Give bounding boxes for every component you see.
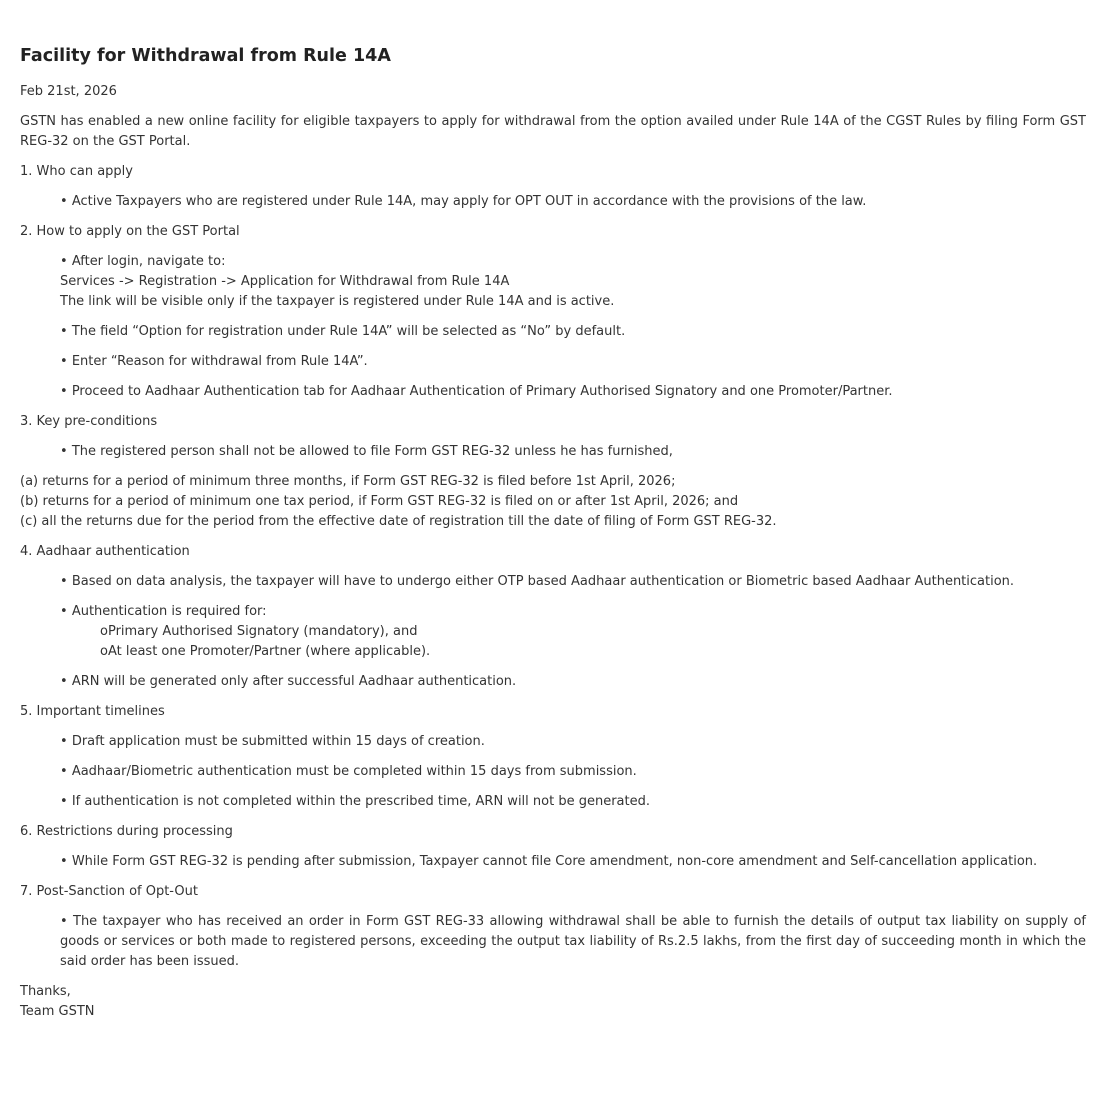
bullet-line <box>60 732 1086 752</box>
bullet-line <box>60 252 1086 272</box>
page-title: Facility for Withdrawal from Rule 14A <box>20 46 391 66</box>
bullet-marker-icon: • <box>60 194 68 209</box>
bullet-item <box>60 192 1086 212</box>
advisory-date: Feb 21st, 2026 <box>20 84 117 99</box>
bullet-item <box>60 322 1086 342</box>
bullet-line <box>60 672 1086 692</box>
bullet-text: Enter “Reason for withdrawal from Rule 14A”. <box>71 354 368 369</box>
section-heading: 2. How to apply on the GST Portal <box>20 224 240 239</box>
bullet-text: ARN will be generated only after successful Aadhaar authentication. <box>71 674 517 689</box>
paragraph-line: (b) returns for a period of minimum one tax period, if Form GST REG-32 is filed on or after 1st April, 2026; and <box>20 494 739 509</box>
bullet-item <box>60 912 1086 972</box>
bullet-line <box>60 442 1086 462</box>
bullet-text: Based on data analysis, the taxpayer will have to undergo either OTP based Aadhaar authentication or Biometric based Aadhaar Authentication. <box>71 574 1015 589</box>
bullet-marker-icon: • <box>60 674 68 689</box>
bullet-text: The taxpayer who has received an order in Form GST REG-33 allowing withdrawal shall be able to furnish the details of output tax liability on supply of goods or services or both made to registered persons, exceeding the output tax liability of Rs.2.5 lakhs, from the first day of succeeding month in which the said order has been issued. <box>60 914 1087 969</box>
closing-team: Team GSTN <box>20 1004 95 1019</box>
bullet-marker-icon: • <box>60 764 68 779</box>
bullet-extra-line: The link will be visible only if the taxpayer is registered under Rule 14A and is active. <box>60 294 615 309</box>
bullet-text: The registered person shall not be allowed to file Form GST REG-32 unless he has furnished, <box>71 444 673 459</box>
closing-thanks: Thanks, <box>20 984 71 999</box>
section-heading: 4. Aadhaar authentication <box>20 544 190 559</box>
section-heading: 7. Post-Sanction of Opt-Out <box>20 884 198 899</box>
bullet-item <box>60 852 1086 872</box>
bullet-line <box>60 852 1086 872</box>
bullet-marker-icon: • <box>60 324 68 339</box>
bullet-marker-icon: • <box>60 574 68 589</box>
bullet-line <box>60 352 1086 372</box>
bullet-marker-icon: • <box>60 794 68 809</box>
bullet-marker-icon: • <box>60 914 68 929</box>
section-heading: 6. Restrictions during processing <box>20 824 233 839</box>
bullet-marker-icon: • <box>60 854 68 869</box>
bullet-marker-icon: • <box>60 734 68 749</box>
bullet-line <box>60 792 1086 812</box>
bullet-extra-line: Services -> Registration -> Application for Withdrawal from Rule 14A <box>60 274 510 289</box>
bullet-item <box>60 602 1086 662</box>
bullet-line <box>60 382 1086 402</box>
bullet-item <box>60 762 1086 782</box>
bullet-marker-icon: • <box>60 354 68 369</box>
bullet-item <box>60 382 1086 402</box>
bullet-line <box>60 192 1086 212</box>
bullet-item <box>60 572 1086 592</box>
sections <box>20 162 1086 972</box>
bullet-text: If authentication is not completed within the prescribed time, ARN will not be generated. <box>71 794 650 809</box>
bullet-marker-icon: • <box>60 604 68 619</box>
bullet-item <box>60 672 1086 692</box>
sub-item: oAt least one Promoter/Partner (where applicable). <box>100 644 431 659</box>
section-heading: 1. Who can apply <box>20 164 133 179</box>
paragraph-line: (c) all the returns due for the period from the effective date of registration till the date of filing of Form GST REG-32. <box>20 514 777 529</box>
bullet-text: The field “Option for registration under Rule 14A” will be selected as “No” by default. <box>71 324 626 339</box>
intro-paragraph: GSTN has enabled a new online facility for eligible taxpayers to apply for withdrawal from the option availed under Rule 14A of the CGST Rules by filing Form GST REG-32 on the GST Portal. <box>20 114 1086 149</box>
bullet-text: After login, navigate to: <box>71 254 226 269</box>
bullet-item <box>60 792 1086 812</box>
plain-paragraph <box>20 472 1086 532</box>
bullet-line <box>60 762 1086 782</box>
bullet-text: Authentication is required for: <box>71 604 267 619</box>
bullet-marker-icon: • <box>60 444 68 459</box>
bullet-item <box>60 352 1086 372</box>
bullet-text: While Form GST REG-32 is pending after submission, Taxpayer cannot file Core amendment, non-core amendment and Self-cancellation application. <box>71 854 1038 869</box>
bullet-text: Proceed to Aadhaar Authentication tab for Aadhaar Authentication of Primary Authorised Signatory and one Promoter/Partner. <box>71 384 893 399</box>
sub-item: oPrimary Authorised Signatory (mandatory), and <box>100 624 418 639</box>
bullet-item <box>60 732 1086 752</box>
bullet-text: Draft application must be submitted within 15 days of creation. <box>71 734 485 749</box>
bullet-line <box>60 602 1086 622</box>
section-heading: 5. Important timelines <box>20 704 165 719</box>
bullet-marker-icon: • <box>60 254 68 269</box>
closing-block <box>20 982 1086 1022</box>
bullet-line <box>60 572 1086 592</box>
section-heading: 3. Key pre-conditions <box>20 414 158 429</box>
bullet-item <box>60 252 1086 312</box>
bullet-marker-icon: • <box>60 384 68 399</box>
paragraph-line: (a) returns for a period of minimum three months, if Form GST REG-32 is filed before 1st April, 2026; <box>20 474 676 489</box>
bullet-text: Active Taxpayers who are registered under Rule 14A, may apply for OPT OUT in accordance with the provisions of the law. <box>71 194 867 209</box>
bullet-line <box>60 322 1086 342</box>
bullet-item <box>60 442 1086 462</box>
bullet-text: Aadhaar/Biometric authentication must be completed within 15 days from submission. <box>71 764 637 779</box>
bullet-line <box>60 912 1086 972</box>
